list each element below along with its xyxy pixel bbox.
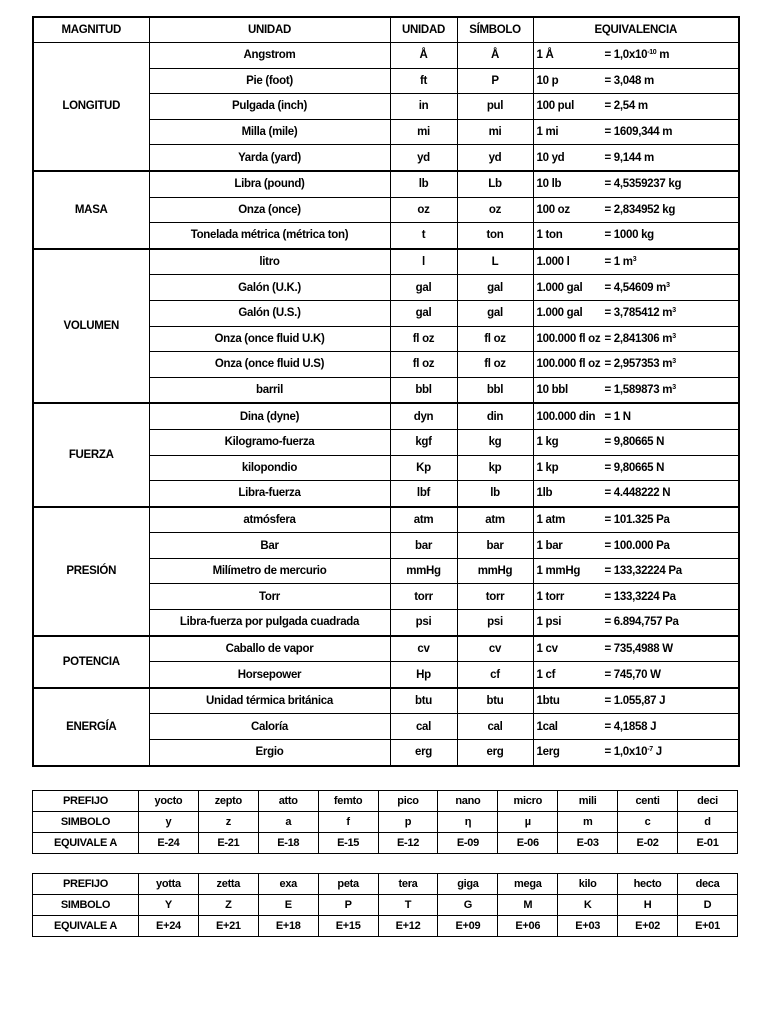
unit-name-cell: Milla (mile) — [149, 119, 390, 145]
magnitud-cell: PRESIÓN — [33, 507, 149, 636]
unit-abbr-cell: bar — [390, 533, 457, 559]
equivalence-right: = 4,54609 m — [604, 281, 667, 294]
equivalence-right: = 100.000 Pa — [604, 539, 670, 552]
equivalence-right: = 6.894,757 Pa — [604, 616, 679, 629]
equivalence-right: = 133,32224 Pa — [604, 565, 682, 578]
equivalence-left: 100 oz — [536, 203, 570, 216]
equivalence-left: 1.000 l — [536, 256, 570, 269]
equivalence-right: = 9,80665 N — [604, 461, 665, 474]
symbol-cell: btu — [457, 688, 533, 714]
prefix-table-small — [32, 790, 738, 854]
symbol-cell: Lb — [457, 171, 533, 197]
prefix-cell: E+03 — [558, 916, 618, 937]
equivalence-cell — [533, 533, 739, 559]
prefix-cell: E+18 — [258, 916, 318, 937]
equivalence-cell — [533, 249, 739, 275]
header-equivalencia: EQUIVALENCIA — [533, 17, 739, 43]
unit-name-cell: barril — [149, 377, 390, 403]
equivalence-right: = 1.055,87 J — [604, 695, 666, 708]
unit-abbr-cell: ft — [390, 68, 457, 94]
unit-abbr-cell: yd — [390, 145, 457, 171]
magnitud-cell: FUERZA — [33, 403, 149, 506]
equivalence-cell — [533, 714, 739, 740]
prefix-cell: peta — [318, 874, 378, 895]
equivalence-cell — [533, 275, 739, 301]
prefix-cell: P — [318, 895, 378, 916]
unit-name-cell: Galón (U.S.) — [149, 300, 390, 326]
equivalence-cell — [533, 197, 739, 223]
equivalence-cell — [533, 481, 739, 507]
symbol-cell: psi — [457, 610, 533, 636]
unit-name-cell: kilopondio — [149, 455, 390, 481]
unit-name-cell: atmósfera — [149, 507, 390, 533]
unit-abbr-cell: gal — [390, 275, 457, 301]
unit-abbr-cell: Å — [390, 43, 457, 69]
magnitud-cell: LONGITUD — [33, 43, 149, 171]
unit-name-cell: Libra-fuerza — [149, 481, 390, 507]
equivalence-cell — [533, 352, 739, 378]
unit-name-cell: Onza (once fluid U.S) — [149, 352, 390, 378]
equivalence-exponent: 3 — [672, 307, 676, 315]
prefix-cell: E-15 — [318, 833, 378, 854]
symbol-cell: gal — [457, 275, 533, 301]
prefix-cell: z — [198, 812, 258, 833]
equivalence-right: = 1000 kg — [604, 229, 654, 242]
prefix-cell: f — [318, 812, 378, 833]
prefix-cell: Y — [139, 895, 199, 916]
conversion-table — [32, 16, 740, 767]
prefix-cell: micro — [498, 791, 558, 812]
prefix-cell: y — [139, 812, 199, 833]
equivalence-left: 100 pul — [536, 100, 575, 113]
unit-name-cell: Yarda (yard) — [149, 145, 390, 171]
equivalence-left: 1.000 gal — [536, 307, 583, 320]
unit-name-cell: Torr — [149, 584, 390, 610]
prefix-cell: nano — [438, 791, 498, 812]
prefix-value-row — [33, 833, 738, 854]
unit-abbr-cell: erg — [390, 740, 457, 766]
equivalence-cell — [533, 119, 739, 145]
unit-name-cell: litro — [149, 249, 390, 275]
equivalence-cell — [533, 558, 739, 584]
unit-abbr-cell: cal — [390, 714, 457, 740]
equivalence-right: = 745,70 W — [604, 668, 661, 681]
table-row — [33, 249, 739, 275]
prefix-cell: Z — [198, 895, 258, 916]
header-magnitud: MAGNITUD — [33, 17, 149, 43]
symbol-cell: ton — [457, 223, 533, 249]
equivalence-cell — [533, 429, 739, 455]
prefix-row-label: EQUIVALE A — [33, 833, 139, 854]
symbol-cell: cal — [457, 714, 533, 740]
equivalence-left: 1 kg — [536, 436, 559, 449]
equivalence-cell — [533, 300, 739, 326]
unit-abbr-cell: l — [390, 249, 457, 275]
equivalence-unit: m — [656, 49, 670, 62]
equivalence-left: 1 kp — [536, 461, 559, 474]
prefix-cell: E-21 — [198, 833, 258, 854]
unit-abbr-cell: torr — [390, 584, 457, 610]
equivalence-left: 1.000 gal — [536, 281, 583, 294]
equivalence-cell — [533, 43, 739, 69]
symbol-cell: oz — [457, 197, 533, 223]
equivalence-right: = 9,80665 N — [604, 436, 665, 449]
prefix-cell: tera — [378, 874, 438, 895]
prefix-cell: E-01 — [678, 833, 738, 854]
equivalence-cell — [533, 377, 739, 403]
unit-abbr-cell: lbf — [390, 481, 457, 507]
unit-name-cell: Onza (once) — [149, 197, 390, 223]
prefix-cell: yotta — [139, 874, 199, 895]
equivalence-left: 1 atm — [536, 513, 566, 526]
prefix-cell: η — [438, 812, 498, 833]
prefix-cell: E-03 — [558, 833, 618, 854]
equivalence-left: 1erg — [536, 746, 560, 759]
prefix-name-row — [33, 791, 738, 812]
equivalence-left: 1lb — [536, 487, 553, 500]
prefix-cell: mega — [498, 874, 558, 895]
equivalence-left: 1 ton — [536, 229, 563, 242]
symbol-cell: cv — [457, 636, 533, 662]
unit-abbr-cell: in — [390, 94, 457, 120]
prefix-cell: atto — [258, 791, 318, 812]
prefix-cell: zetta — [198, 874, 258, 895]
equivalence-right: = 101.325 Pa — [604, 513, 670, 526]
equivalence-right: = 4.448222 N — [604, 487, 671, 500]
prefix-cell: E+24 — [139, 916, 199, 937]
unit-name-cell: Pulgada (inch) — [149, 94, 390, 120]
unit-abbr-cell: Kp — [390, 455, 457, 481]
prefix-cell: E-06 — [498, 833, 558, 854]
unit-name-cell: Angstrom — [149, 43, 390, 69]
symbol-cell: erg — [457, 740, 533, 766]
unit-abbr-cell: gal — [390, 300, 457, 326]
prefix-cell: E-12 — [378, 833, 438, 854]
symbol-cell: mi — [457, 119, 533, 145]
equivalence-cell — [533, 610, 739, 636]
equivalence-cell — [533, 223, 739, 249]
prefix-cell: E+06 — [498, 916, 558, 937]
header-simbolo: SÍMBOLO — [457, 17, 533, 43]
unit-abbr-cell: t — [390, 223, 457, 249]
equivalence-right: = 1,589873 m — [604, 384, 673, 397]
unit-abbr-cell: cv — [390, 636, 457, 662]
unit-name-cell: Caloría — [149, 714, 390, 740]
unit-abbr-cell: mmHg — [390, 558, 457, 584]
equivalence-cell — [533, 688, 739, 714]
header-unidad: UNIDAD — [149, 17, 390, 43]
prefix-cell: a — [258, 812, 318, 833]
prefix-value-row — [33, 916, 738, 937]
magnitud-cell: MASA — [33, 171, 149, 249]
equivalence-left: 1 bar — [536, 539, 563, 552]
symbol-cell: atm — [457, 507, 533, 533]
magnitud-cell: POTENCIA — [33, 636, 149, 688]
equivalence-exponent: -7 — [647, 746, 653, 754]
equivalence-left: 100.000 din — [536, 410, 596, 423]
unit-name-cell: Kilogramo-fuerza — [149, 429, 390, 455]
unit-abbr-cell: dyn — [390, 403, 457, 429]
prefix-cell: E-18 — [258, 833, 318, 854]
prefix-cell: pico — [378, 791, 438, 812]
symbol-cell: yd — [457, 145, 533, 171]
equivalence-exponent: 3 — [672, 358, 676, 366]
prefix-cell: hecto — [618, 874, 678, 895]
equivalence-left: 1 mmHg — [536, 565, 581, 578]
table-row — [33, 688, 739, 714]
symbol-cell: lb — [457, 481, 533, 507]
unit-abbr-cell: oz — [390, 197, 457, 223]
equivalence-left: 1 torr — [536, 590, 565, 603]
unit-name-cell: Tonelada métrica (métrica ton) — [149, 223, 390, 249]
prefix-cell: zepto — [198, 791, 258, 812]
unit-name-cell: Pie (foot) — [149, 68, 390, 94]
prefix-cell: deci — [678, 791, 738, 812]
symbol-cell: din — [457, 403, 533, 429]
symbol-cell: mmHg — [457, 558, 533, 584]
equivalence-unit: J — [652, 746, 662, 759]
prefix-cell: yocto — [139, 791, 199, 812]
prefix-symbol-row — [33, 895, 738, 916]
unit-abbr-cell: psi — [390, 610, 457, 636]
prefix-cell: E-24 — [139, 833, 199, 854]
prefix-cell: E-09 — [438, 833, 498, 854]
equivalence-left: 10 lb — [536, 178, 562, 191]
equivalence-right: = 2,834952 kg — [604, 203, 676, 216]
prefix-cell: E+09 — [438, 916, 498, 937]
equivalence-right: = 1 N — [604, 410, 631, 423]
symbol-cell: kp — [457, 455, 533, 481]
unit-name-cell: Horsepower — [149, 662, 390, 688]
magnitud-cell: ENERGÍA — [33, 688, 149, 766]
prefix-cell: E-02 — [618, 833, 678, 854]
magnitud-cell: VOLUMEN — [33, 249, 149, 404]
prefix-table-large-body — [33, 874, 738, 937]
unit-abbr-cell: btu — [390, 688, 457, 714]
unit-abbr-cell: fl oz — [390, 352, 457, 378]
table-header-row — [33, 17, 739, 43]
prefix-cell: M — [498, 895, 558, 916]
equivalence-cell — [533, 171, 739, 197]
equivalence-cell — [533, 740, 739, 766]
table-row — [33, 171, 739, 197]
equivalence-cell — [533, 403, 739, 429]
equivalence-left: 1 mi — [536, 126, 559, 139]
equivalence-cell — [533, 326, 739, 352]
table-row — [33, 507, 739, 533]
equivalence-left: 1 psi — [536, 616, 562, 629]
prefix-cell: H — [618, 895, 678, 916]
symbol-cell: cf — [457, 662, 533, 688]
equivalence-right: = 1,0x10 — [604, 49, 648, 62]
equivalence-right: = 9,144 m — [604, 151, 654, 164]
equivalence-right: = 4,5359237 kg — [604, 178, 682, 191]
unit-name-cell: Onza (once fluid U.K) — [149, 326, 390, 352]
unit-abbr-cell: fl oz — [390, 326, 457, 352]
equivalence-cell — [533, 584, 739, 610]
unit-abbr-cell: lb — [390, 171, 457, 197]
prefix-cell: E+01 — [678, 916, 738, 937]
prefix-cell: D — [678, 895, 738, 916]
equivalence-right: = 2,841306 m — [604, 332, 673, 345]
unit-name-cell: Libra (pound) — [149, 171, 390, 197]
equivalence-right: = 1609,344 m — [604, 126, 673, 139]
equivalence-right: = 1 m — [604, 256, 633, 269]
prefix-cell: K — [558, 895, 618, 916]
equivalence-right: = 735,4988 W — [604, 642, 673, 655]
prefix-symbol-row — [33, 812, 738, 833]
prefix-cell: T — [378, 895, 438, 916]
equivalence-cell — [533, 662, 739, 688]
prefix-table-large — [32, 873, 738, 937]
unit-name-cell: Unidad térmica británica — [149, 688, 390, 714]
header-unidad-abbr: UNIDAD — [390, 17, 457, 43]
equivalence-right: = 3,785412 m — [604, 307, 673, 320]
equivalence-exponent: -10 — [647, 49, 657, 57]
prefix-cell: E+02 — [618, 916, 678, 937]
equivalence-cell — [533, 68, 739, 94]
prefix-cell: µ — [498, 812, 558, 833]
equivalence-right: = 133,3224 Pa — [604, 590, 676, 603]
equivalence-right: = 3,048 m — [604, 74, 654, 87]
prefix-cell: E+21 — [198, 916, 258, 937]
prefix-cell: c — [618, 812, 678, 833]
prefix-cell: kilo — [558, 874, 618, 895]
prefix-row-label: PREFIJO — [33, 874, 139, 895]
prefix-row-label: SIMBOLO — [33, 812, 139, 833]
prefix-row-label: PREFIJO — [33, 791, 139, 812]
symbol-cell: P — [457, 68, 533, 94]
prefix-name-row — [33, 874, 738, 895]
equivalence-left: 100.000 fl oz — [536, 332, 601, 345]
equivalence-right: = 4,1858 J — [604, 720, 657, 733]
equivalence-cell — [533, 145, 739, 171]
prefix-cell: p — [378, 812, 438, 833]
unit-abbr-cell: bbl — [390, 377, 457, 403]
equivalence-right: = 2,54 m — [604, 100, 648, 113]
unit-name-cell: Bar — [149, 533, 390, 559]
table-row — [33, 636, 739, 662]
unit-name-cell: Galón (U.K.) — [149, 275, 390, 301]
symbol-cell: bbl — [457, 377, 533, 403]
prefix-row-label: SIMBOLO — [33, 895, 139, 916]
equivalence-exponent: 3 — [632, 256, 637, 264]
prefix-cell: femto — [318, 791, 378, 812]
equivalence-left: 1 cf — [536, 668, 556, 681]
prefix-table-small-body — [33, 791, 738, 854]
symbol-cell: fl oz — [457, 352, 533, 378]
prefix-cell: deca — [678, 874, 738, 895]
unit-name-cell: Caballo de vapor — [149, 636, 390, 662]
equivalence-left: 1btu — [536, 695, 560, 708]
conversion-table-body — [33, 43, 739, 766]
equivalence-left: 100.000 fl oz — [536, 358, 601, 371]
equivalence-left: 1 cv — [536, 642, 558, 655]
symbol-cell: bar — [457, 533, 533, 559]
prefix-cell: mili — [558, 791, 618, 812]
unit-name-cell: Dina (dyne) — [149, 403, 390, 429]
prefix-cell: giga — [438, 874, 498, 895]
equivalence-cell — [533, 507, 739, 533]
symbol-cell: kg — [457, 429, 533, 455]
equivalence-exponent: 3 — [672, 332, 676, 340]
unit-abbr-cell: kgf — [390, 429, 457, 455]
unit-name-cell: Milímetro de mercurio — [149, 558, 390, 584]
prefix-cell: exa — [258, 874, 318, 895]
symbol-cell: gal — [457, 300, 533, 326]
unit-name-cell: Libra-fuerza por pulgada cuadrada — [149, 610, 390, 636]
equivalence-left: 1cal — [536, 720, 558, 733]
symbol-cell: fl oz — [457, 326, 533, 352]
equivalence-cell — [533, 636, 739, 662]
prefix-cell: E — [258, 895, 318, 916]
table-row — [33, 403, 739, 429]
symbol-cell: Å — [457, 43, 533, 69]
prefix-cell: centi — [618, 791, 678, 812]
unit-abbr-cell: atm — [390, 507, 457, 533]
unit-abbr-cell: Hp — [390, 662, 457, 688]
equivalence-left: 10 p — [536, 74, 559, 87]
equivalence-left: 1 Å — [536, 49, 554, 62]
symbol-cell: pul — [457, 94, 533, 120]
prefix-cell: d — [678, 812, 738, 833]
equivalence-left: 10 yd — [536, 151, 565, 164]
equivalence-exponent: 3 — [666, 281, 670, 289]
prefix-cell: G — [438, 895, 498, 916]
equivalence-cell — [533, 94, 739, 120]
symbol-cell: L — [457, 249, 533, 275]
prefix-cell: m — [558, 812, 618, 833]
prefix-cell: E+15 — [318, 916, 378, 937]
unit-name-cell: Ergio — [149, 740, 390, 766]
equivalence-right: = 2,957353 m — [604, 358, 673, 371]
symbol-cell: torr — [457, 584, 533, 610]
equivalence-right: = 1,0x10 — [604, 746, 648, 759]
equivalence-left: 10 bbl — [536, 384, 568, 397]
prefix-row-label: EQUIVALE A — [33, 916, 139, 937]
unit-abbr-cell: mi — [390, 119, 457, 145]
table-row — [33, 43, 739, 69]
equivalence-exponent: 3 — [672, 384, 676, 392]
prefix-cell: E+12 — [378, 916, 438, 937]
equivalence-cell — [533, 455, 739, 481]
